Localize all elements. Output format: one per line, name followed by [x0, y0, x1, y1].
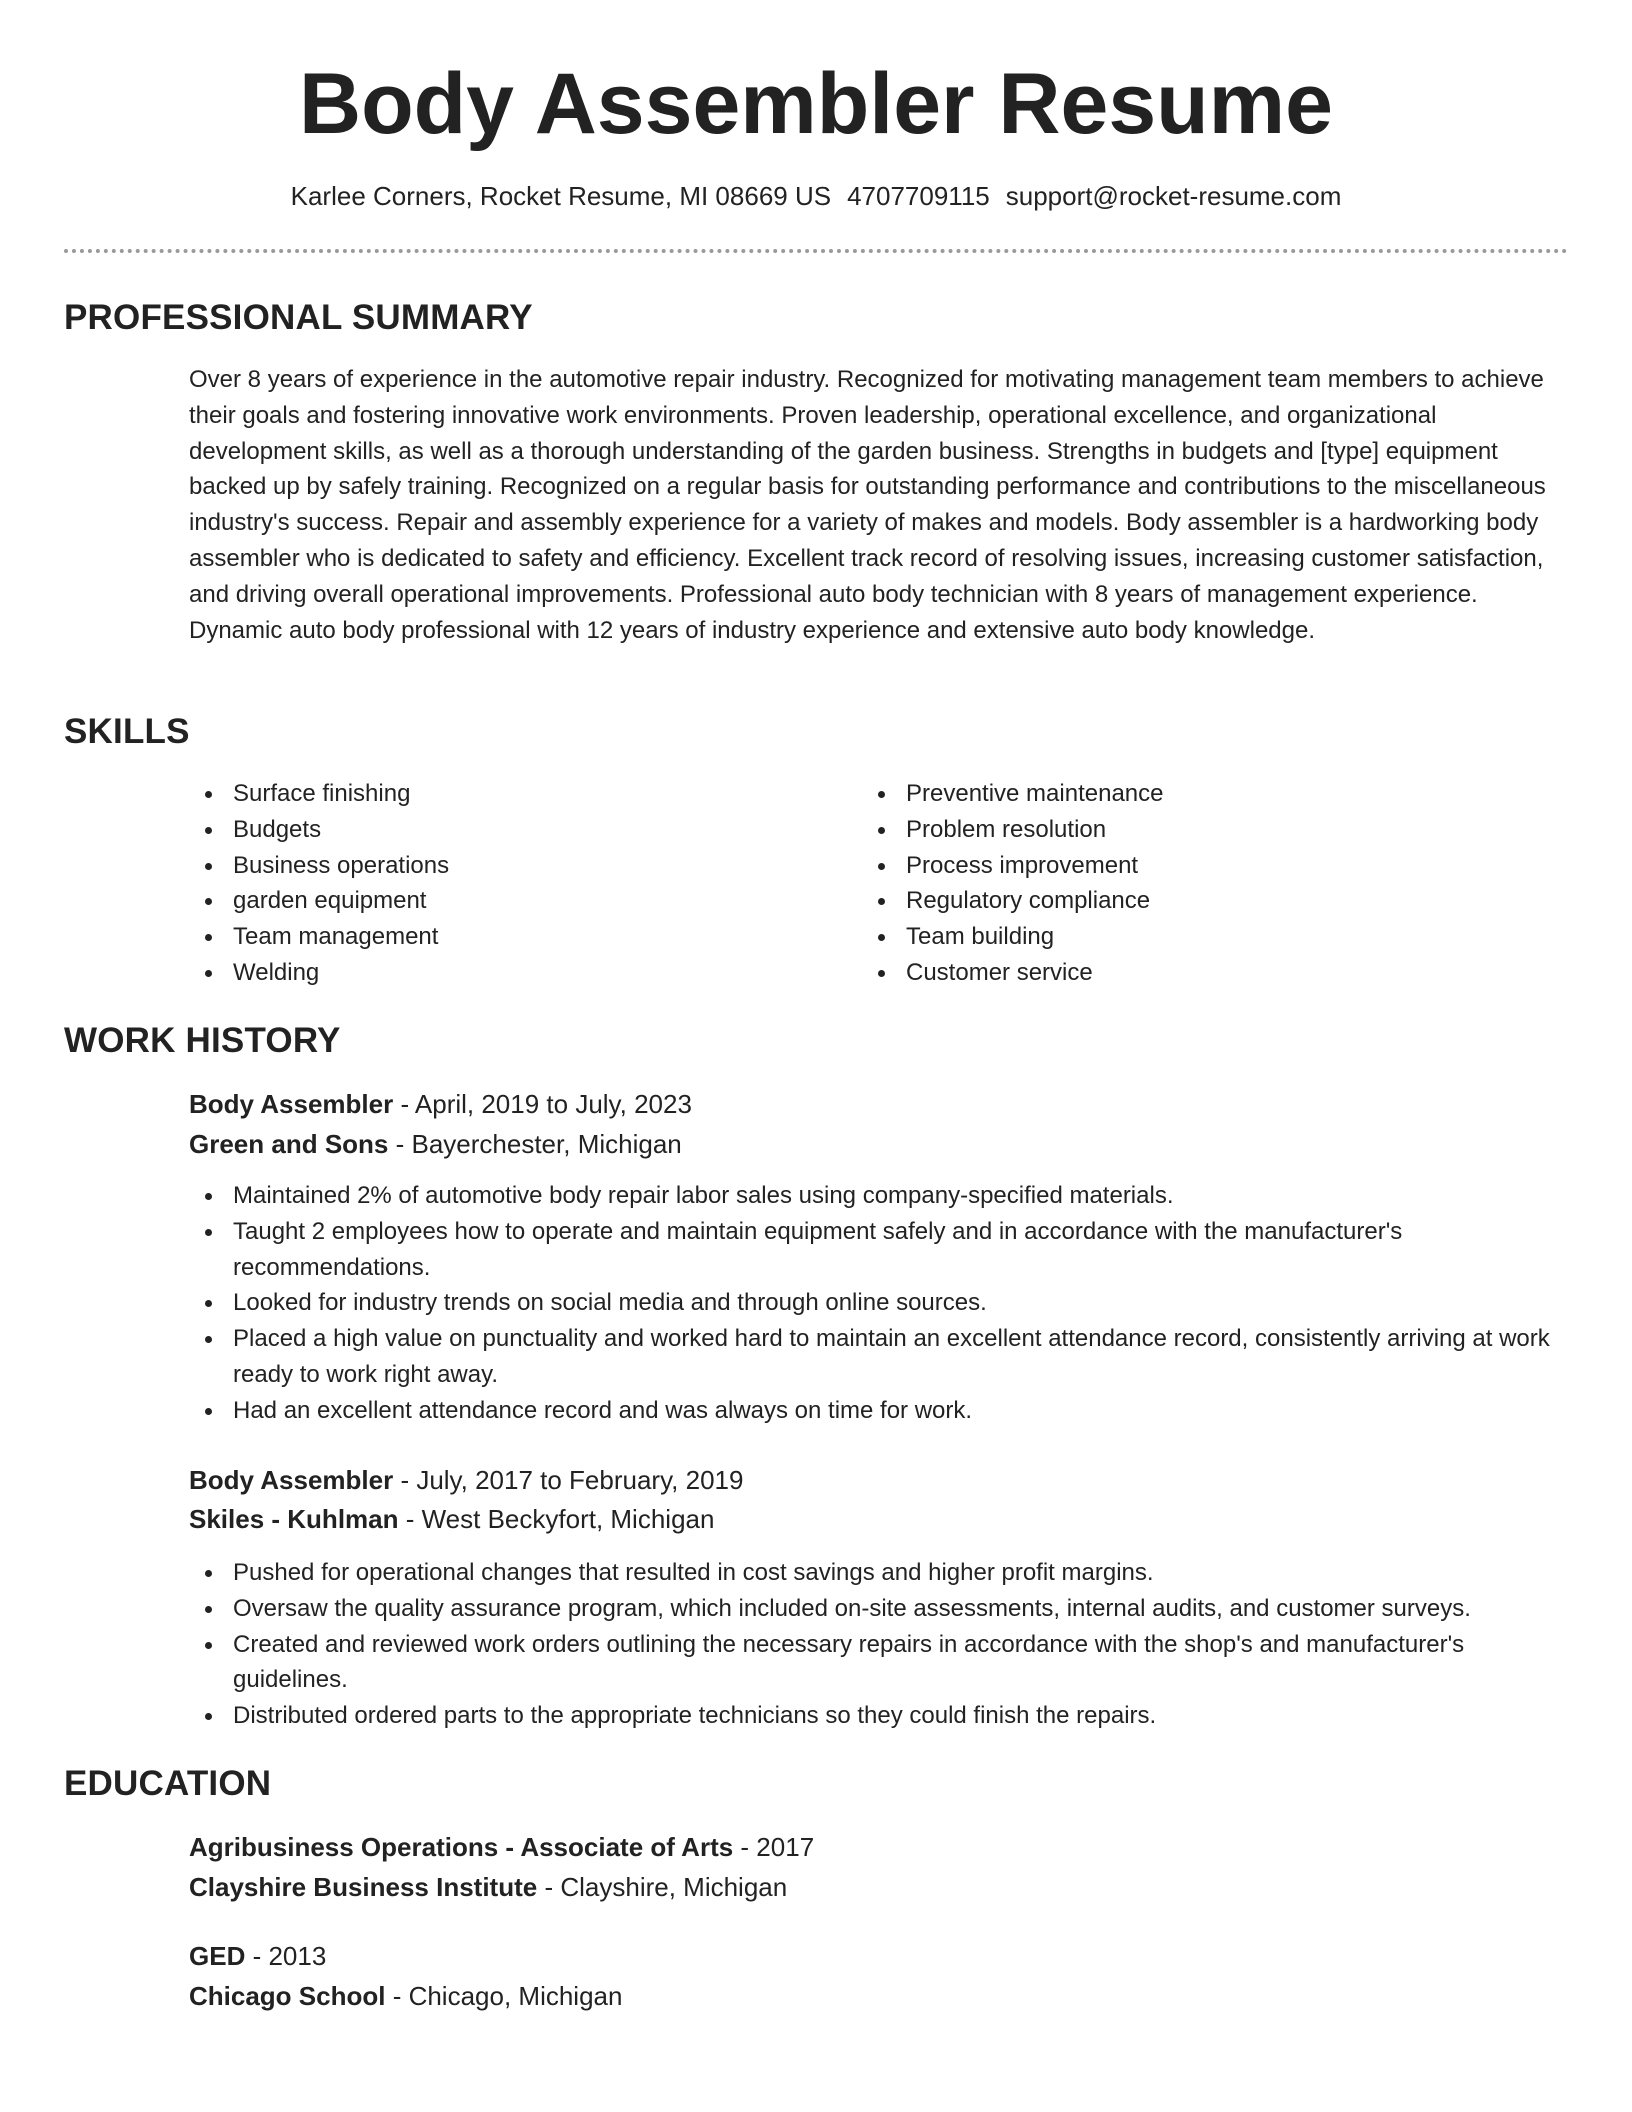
summary-text: Over 8 years of experience in the automotive repair industry. Recognized for motivating management team members to achieve their goals and fostering innovative work environments. Proven leadership, operational excellence, and organizational development skills, as well as a thorough understanding of the garden business. Strengths in budgets and [type] equipment backed up by safely training. Recognized on a regular basis for outstanding performance and contributions to the miscellaneous industry's success. Repair and assembly experience for a variety of makes and models. Body assembler is a hardworking body assembler who is dedicated to safety and efficiency. Excellent track record of resolving issues, increasing customer satisfaction, and driving overall operational improvements. Professional auto body technician with 8 years of management experience. Dynamic auto body professional with 12 years of industry experience and extensive auto body knowledge.	[189, 366, 1546, 644]
skill-item: Welding	[189, 955, 829, 991]
section-title-skills: SKILLS	[64, 712, 190, 751]
education-degree: GED	[189, 1941, 246, 1971]
job-bullet: Taught 2 employees how to operate and maintain equipment safely and in accordance with the manufacturer's recommendations.	[189, 1214, 1569, 1286]
job-bullet: Distributed ordered parts to the appropriate technicians so they could finish the repairs.	[189, 1698, 1569, 1734]
education-location: - Clayshire, Michigan	[537, 1872, 788, 1902]
job-bullet: Had an excellent attendance record and was always on time for work.	[189, 1393, 1569, 1429]
job-bullet: Pushed for operational changes that resulted in cost savings and higher profit margins.	[189, 1555, 1569, 1591]
job-dates: - July, 2017 to February, 2019	[393, 1465, 744, 1495]
job-company: Skiles - Kuhlman	[189, 1504, 399, 1534]
header-divider	[64, 249, 1568, 253]
skill-item: Surface finishing	[189, 776, 829, 812]
education-year: - 2013	[245, 1941, 327, 1971]
job-position: Body Assembler	[189, 1465, 394, 1495]
job-location: - West Beckyfort, Michigan	[398, 1504, 715, 1534]
job-company: Green and Sons	[189, 1129, 389, 1159]
section-title-summary: PROFESSIONAL SUMMARY	[64, 298, 533, 337]
education-degree: Agribusiness Operations - Associate of Arts	[189, 1832, 734, 1862]
education-school-line	[189, 1977, 622, 2015]
skill-item: Team management	[189, 919, 829, 955]
section-title-education: EDUCATION	[64, 1764, 272, 1803]
skill-item: garden equipment	[189, 883, 829, 919]
education-location: - Chicago, Michigan	[385, 1981, 623, 2011]
job-dates: - April, 2019 to July, 2023	[393, 1089, 692, 1119]
contact-email: support@rocket-resume.com	[1005, 181, 1342, 211]
education-school: Chicago School	[189, 1981, 386, 2011]
skill-item: Team building	[862, 919, 1502, 955]
education-degree-line	[189, 1828, 814, 1866]
education-school: Clayshire Business Institute	[189, 1872, 538, 1902]
job-bullet: Looked for industry trends on social media and through online sources.	[189, 1285, 1569, 1321]
job-bullet: Placed a high value on punctuality and worked hard to maintain an excellent attendance record, consistently arriving at work ready to work right away.	[189, 1321, 1569, 1393]
skills-list-left	[189, 776, 829, 991]
section-title-work-history: WORK HISTORY	[64, 1021, 341, 1060]
education-year: - 2017	[733, 1832, 815, 1862]
resume-title: Body Assembler Resume	[299, 56, 1333, 152]
job-bullet: Created and reviewed work orders outlining the necessary repairs in accordance with the shop's and manufacturer's guidelines.	[189, 1627, 1569, 1699]
contact-address: Karlee Corners, Rocket Resume, MI 08669 US	[290, 181, 832, 211]
job-bullets	[189, 1178, 1569, 1429]
job-title-line	[189, 1085, 692, 1123]
contact-phone: 4707709115	[847, 181, 990, 211]
skill-item: Business operations	[189, 848, 829, 884]
skill-item: Regulatory compliance	[862, 883, 1502, 919]
job-bullet: Oversaw the quality assurance program, which included on-site assessments, internal audits, and customer surveys.	[189, 1591, 1569, 1627]
education-degree-line	[189, 1937, 326, 1975]
job-company-line	[189, 1500, 714, 1538]
job-bullet: Maintained 2% of automotive body repair labor sales using company-specified materials.	[189, 1178, 1569, 1214]
education-school-line	[189, 1868, 787, 1906]
skill-item: Problem resolution	[862, 812, 1502, 848]
skill-item: Preventive maintenance	[862, 776, 1502, 812]
skill-item: Process improvement	[862, 848, 1502, 884]
skills-list-right	[862, 776, 1502, 991]
job-bullets	[189, 1555, 1569, 1734]
job-location: - Bayerchester, Michigan	[388, 1129, 682, 1159]
job-company-line	[189, 1125, 682, 1163]
skill-item: Customer service	[862, 955, 1502, 991]
skill-item: Budgets	[189, 812, 829, 848]
contact-line	[0, 178, 1632, 214]
job-title-line	[189, 1461, 743, 1499]
job-position: Body Assembler	[189, 1089, 394, 1119]
